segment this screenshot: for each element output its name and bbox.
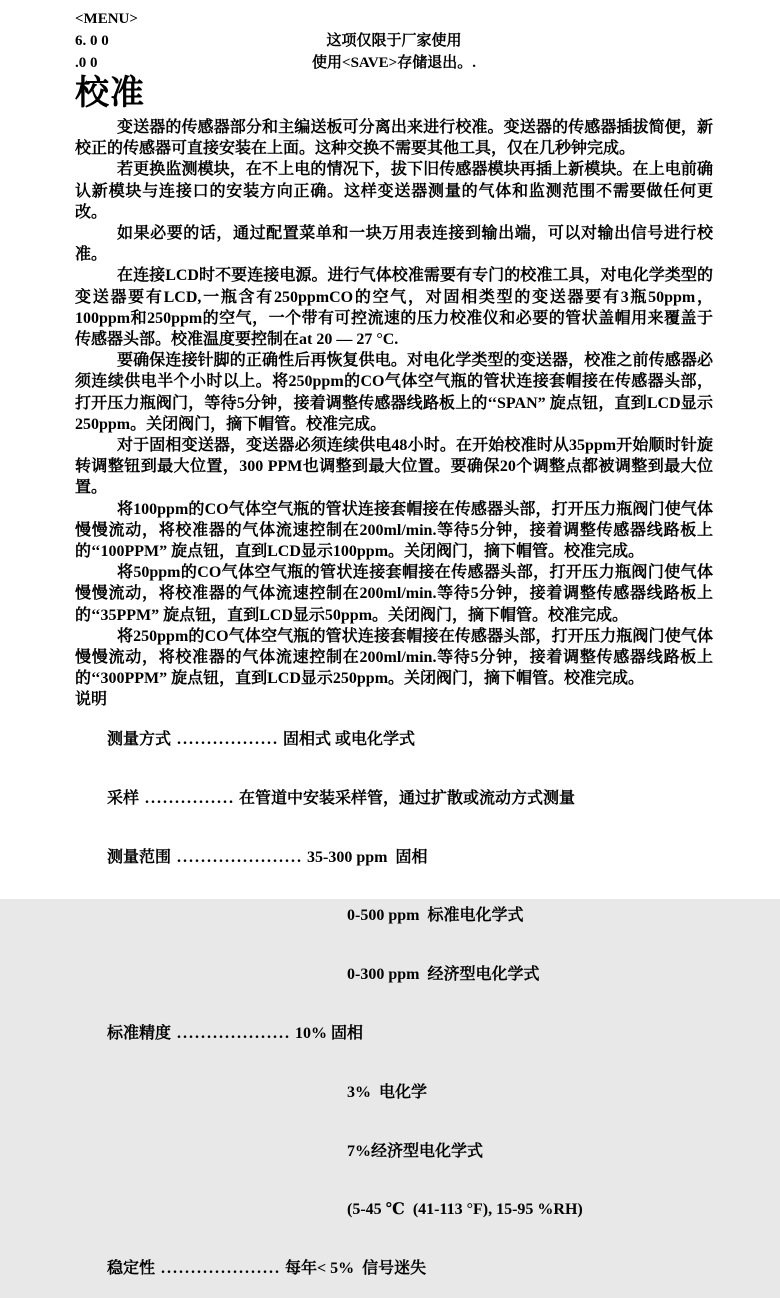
body-paragraph: 将50ppm的CO气体空气瓶的管状连接套帽接在传感器头部，打开压力瓶阀门使气体慢慢流动，将校准器的气体流速控制在200ml/min.等待5分钟，接着调整传感器线路板上的‘‘35PPM” 旋点钮，直到LCD显示50ppm。关闭阀门，摘下帽管。校准完成。 [75, 564, 713, 624]
header-field-value-2: .0 0 [75, 55, 98, 71]
spec-label: 稳定性 [107, 1260, 156, 1278]
header-note-1: 这项仅限于厂家使用 [326, 33, 462, 49]
spec-leader-dots: ................... [177, 1024, 292, 1042]
spec-row-continuation [75, 887, 713, 946]
spec-row [75, 710, 713, 769]
spec-value: 在管道中安装采样管，通过扩散或流动方式测量 [239, 789, 576, 807]
header-row-1 [75, 30, 713, 52]
spec-row [75, 769, 713, 828]
body-paragraph: 要确保连接针脚的正确性后再恢复供电。对电化学类型的变送器，校准之前传感器必须连续供电半个小时以上。将250ppm的CO气体空气瓶的管状连接套帽接在传感器头部，打开压力瓶阀门，等待5分钟，接着调整传感器线路板上的‘‘SPAN” 旋点钮，直到LCD显示250ppm。关闭阀门，摘下帽管。校准完成。 [75, 352, 713, 433]
notes-heading: 说明 [75, 691, 108, 709]
spec-row [75, 828, 713, 887]
body-paragraph: 变送器的传感器部分和主编送板可分离出来进行校准。变送器的传感器插拔简便，新校正的传感器可直接安装在上面。这种交换不需要其他工具，仅在几秒钟完成。 [75, 119, 713, 158]
page-header [75, 8, 713, 74]
spec-value: 每年< 5% 信号迷失 [285, 1260, 427, 1278]
spec-value: (5-45 ℃ (41-113 °F), 15-95 %RH) [347, 1201, 583, 1219]
spec-leader-dots: .................... [161, 1260, 282, 1278]
body-paragraph: 若更换监测模块，在不上电的情况下，拔下旧传感器模块再插上新模块。在上电前确认新模块与连接口的安装方向正确。这样变送器测量的气体和监测范围不需要做任何更改。 [75, 161, 713, 221]
spec-value: 0-500 ppm 标准电化学式 [347, 907, 524, 925]
header-field-value-1: 6. 0 0 [75, 33, 109, 49]
spec-row-continuation [75, 1122, 713, 1181]
spec-value: 10% 固相 [295, 1024, 364, 1042]
spec-label: 标准精度 [107, 1024, 172, 1042]
spec-list [75, 690, 713, 1298]
body-paragraph: 如果必要的话，通过配置菜单和一块万用表连接到输出端，可以对输出信号进行校准。 [75, 225, 713, 264]
body-paragraph: 将250ppm的CO气体空气瓶的管状连接套帽接在传感器头部，打开压力瓶阀门使气体慢慢流动，将校准器的气体流速控制在200ml/min.等待5分钟，接着调整传感器线路板上的‘‘300PPM” 旋点钮，直到LCD显示250ppm。关闭阀门，摘下帽管。校准完成。 [75, 627, 713, 688]
spec-row-continuation [75, 946, 713, 1005]
spec-leader-dots: ................. [177, 731, 280, 749]
spec-row [75, 1240, 713, 1298]
header-row-menu [75, 8, 713, 30]
body-paragraph: 在连接LCD时不要连接电源。进行气体校准需要有专门的校准工具，对电化学类型的变送器要有LCD,一瓶含有250ppmCO的空气，对固相类型的变送器要有3瓶50ppm，100ppm和250ppm的空气，一个带有可控流速的压力校准仪和必要的管状盖帽用来覆盖于传感器头部。校准温度要控制在at 20 — 27 °C. [75, 267, 713, 349]
spec-row-continuation [75, 1063, 713, 1122]
spec-value: 固相式 或电化学式 [283, 731, 416, 749]
spec-label: 测量范围 [107, 848, 172, 866]
page-title: 校准 [75, 75, 145, 112]
spec-row [75, 1004, 713, 1063]
body-paragraph: 将100ppm的CO气体空气瓶的管状连接套帽接在传感器头部，打开压力瓶阀门使气体慢慢流动，将校准器的气体流速控制在200ml/min.等待5分钟，接着调整传感器线路板上的‘‘100PPM” 旋点钮，直到LCD显示100ppm。关闭阀门，摘下帽管。校准完成。 [75, 500, 713, 561]
header-note-2: 使用<SAVE>存储退出。. [312, 55, 476, 71]
spec-label: 测量方式 [107, 731, 172, 749]
body-paragraph: 对于固相变送器，变送器必须连续供电48小时。在开始校准时从35ppm开始顺时针旋转调整钮到最大位置，300 PPM也调整到最大位置。要确保20个调整点都被调整到最大位置。 [75, 437, 713, 497]
spec-value: 3% 电化学 [347, 1083, 428, 1101]
spec-label: 采样 [107, 789, 140, 807]
spec-leader-dots: ..................... [177, 848, 304, 866]
spec-value: 0-300 ppm 经济型电化学式 [347, 966, 540, 984]
body-text [75, 117, 713, 689]
spec-row-continuation [75, 1181, 713, 1240]
spec-value: 7%经济型电化学式 [347, 1142, 484, 1160]
spec-leader-dots: ............... [145, 789, 236, 807]
header-row-2 [75, 52, 713, 74]
spec-value: 35-300 ppm 固相 [307, 848, 428, 866]
page-content [75, 8, 713, 1298]
menu-tag: <MENU> [75, 11, 138, 27]
